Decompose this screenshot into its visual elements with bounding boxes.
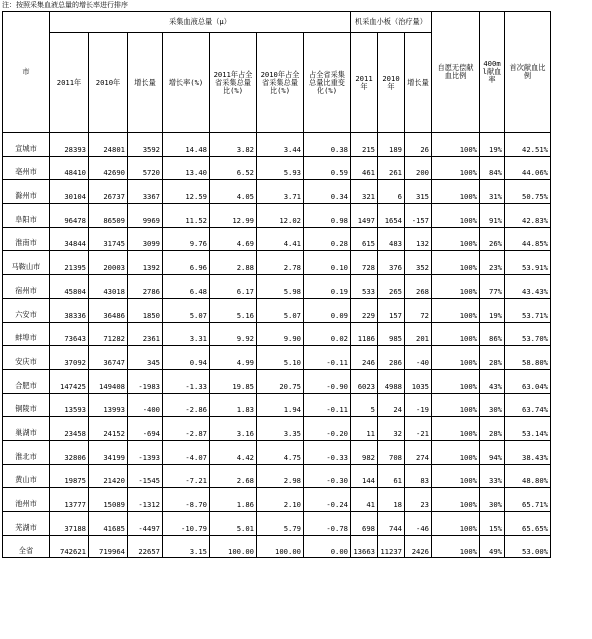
cell-s2011: 4.42 (210, 440, 257, 464)
cell-rate: 3.31 (163, 322, 210, 346)
cell-ft: 63.74% (505, 393, 551, 417)
cell-city: 全省 (3, 535, 50, 557)
table-row (3, 322, 551, 346)
cell-rate: -7.21 (163, 464, 210, 488)
cell-s2011: 5.01 (210, 512, 257, 536)
header-voluntary: 自愿无偿献血比例 (432, 12, 480, 133)
cell-s2011: 100.00 (210, 535, 257, 557)
cell-s2010: 5.10 (257, 346, 304, 370)
cell-m2011: 982 (351, 440, 378, 464)
cell-vol: 100% (432, 298, 480, 322)
cell-mg: 1035 (405, 369, 432, 393)
cell-vol: 100% (432, 156, 480, 180)
cell-v2010: 149408 (89, 369, 128, 393)
cell-ft: 44.06% (505, 156, 551, 180)
cell-s2011: 6.17 (210, 275, 257, 299)
table-note: 注：按照采集血液总量的增长率进行排序 (2, 1, 128, 9)
cell-s2011: 5.16 (210, 298, 257, 322)
cell-ft: 53.00% (505, 535, 551, 557)
table-row (3, 180, 551, 204)
cell-s2010: 5.79 (257, 512, 304, 536)
cell-ml: 84% (480, 156, 505, 180)
cell-v2010: 31745 (89, 227, 128, 251)
cell-ml: 19% (480, 298, 505, 322)
cell-m2010: 189 (378, 133, 405, 157)
cell-ml: 28% (480, 346, 505, 370)
header-share-2010: 2010年占全省采集总量比(%) (257, 33, 304, 133)
cell-v2011: 30104 (50, 180, 89, 204)
cell-ft: 38.43% (505, 440, 551, 464)
cell-mg: -19 (405, 393, 432, 417)
table-row (3, 369, 551, 393)
cell-m2011: 615 (351, 227, 378, 251)
cell-m2010: 744 (378, 512, 405, 536)
cell-ft: 43.43% (505, 275, 551, 299)
table-row (3, 156, 551, 180)
cell-m2011: 144 (351, 464, 378, 488)
cell-v2011: 147425 (50, 369, 89, 393)
cell-ml: 86% (480, 322, 505, 346)
cell-sch: -0.78 (304, 512, 351, 536)
cell-sch: -0.30 (304, 464, 351, 488)
cell-v2011: 37092 (50, 346, 89, 370)
table-row (3, 464, 551, 488)
cell-growth: 1850 (128, 298, 163, 322)
header-2010: 2010年 (89, 33, 128, 133)
table-row (3, 393, 551, 417)
header-machine-2010: 2010年 (378, 33, 405, 133)
cell-v2011: 32806 (50, 440, 89, 464)
cell-m2010: 483 (378, 227, 405, 251)
cell-city: 滁州市 (3, 180, 50, 204)
cell-mg: 268 (405, 275, 432, 299)
cell-v2011: 13593 (50, 393, 89, 417)
cell-v2011: 37188 (50, 512, 89, 536)
cell-mg: 23 (405, 488, 432, 512)
cell-vol: 100% (432, 417, 480, 441)
cell-rate: -1.33 (163, 369, 210, 393)
cell-m2011: 6023 (351, 369, 378, 393)
table-total-row (3, 535, 551, 557)
cell-growth: 3592 (128, 133, 163, 157)
cell-m2011: 246 (351, 346, 378, 370)
cell-s2011: 6.52 (210, 156, 257, 180)
cell-mg: -21 (405, 417, 432, 441)
cell-m2010: 985 (378, 322, 405, 346)
table-row (3, 298, 551, 322)
cell-sch: 0.28 (304, 227, 351, 251)
cell-vol: 100% (432, 535, 480, 557)
cell-m2011: 698 (351, 512, 378, 536)
cell-ft: 53.70% (505, 322, 551, 346)
header-2011: 2011年 (50, 33, 89, 133)
cell-sch: 0.98 (304, 204, 351, 228)
cell-ft: 53.71% (505, 298, 551, 322)
cell-growth: -694 (128, 417, 163, 441)
cell-mg: -157 (405, 204, 432, 228)
header-share-change: 占全省采集总量比重变化(%) (304, 33, 351, 133)
cell-sch: 0.19 (304, 275, 351, 299)
cell-s2010: 5.98 (257, 275, 304, 299)
cell-ml: 26% (480, 227, 505, 251)
cell-vol: 100% (432, 204, 480, 228)
cell-v2011: 19875 (50, 464, 89, 488)
header-first-time: 首次献血比例 (505, 12, 551, 133)
cell-ml: 23% (480, 251, 505, 275)
cell-ml: 28% (480, 417, 505, 441)
cell-s2010: 4.41 (257, 227, 304, 251)
cell-rate: -2.87 (163, 417, 210, 441)
cell-m2010: 4988 (378, 369, 405, 393)
cell-v2010: 24152 (89, 417, 128, 441)
cell-ft: 42.83% (505, 204, 551, 228)
cell-m2011: 13663 (351, 535, 378, 557)
cell-city: 宿州市 (3, 275, 50, 299)
cell-rate: -4.07 (163, 440, 210, 464)
cell-m2010: 32 (378, 417, 405, 441)
cell-growth: 2786 (128, 275, 163, 299)
cell-s2010: 1.94 (257, 393, 304, 417)
cell-v2010: 71282 (89, 322, 128, 346)
blood-collection-table (2, 11, 551, 558)
cell-sch: 0.34 (304, 180, 351, 204)
cell-vol: 100% (432, 369, 480, 393)
cell-mg: 26 (405, 133, 432, 157)
cell-sch: 0.38 (304, 133, 351, 157)
cell-city: 巢湖市 (3, 417, 50, 441)
cell-m2011: 41 (351, 488, 378, 512)
cell-ft: 58.80% (505, 346, 551, 370)
cell-growth: 2361 (128, 322, 163, 346)
cell-ml: 30% (480, 488, 505, 512)
cell-city: 黄山市 (3, 464, 50, 488)
cell-v2011: 96478 (50, 204, 89, 228)
cell-s2010: 2.78 (257, 251, 304, 275)
cell-growth: 3367 (128, 180, 163, 204)
cell-growth: -400 (128, 393, 163, 417)
cell-ml: 31% (480, 180, 505, 204)
cell-v2010: 21420 (89, 464, 128, 488)
cell-mg: 132 (405, 227, 432, 251)
cell-m2011: 321 (351, 180, 378, 204)
cell-s2011: 9.92 (210, 322, 257, 346)
cell-v2010: 36486 (89, 298, 128, 322)
cell-city: 马鞍山市 (3, 251, 50, 275)
cell-rate: 9.76 (163, 227, 210, 251)
cell-v2010: 20003 (89, 251, 128, 275)
cell-m2011: 1497 (351, 204, 378, 228)
cell-vol: 100% (432, 464, 480, 488)
cell-s2010: 2.10 (257, 488, 304, 512)
cell-ft: 44.85% (505, 227, 551, 251)
header-growth: 增长量 (128, 33, 163, 133)
cell-sch: 0.00 (304, 535, 351, 557)
cell-s2011: 19.85 (210, 369, 257, 393)
cell-rate: -8.70 (163, 488, 210, 512)
cell-sch: 0.02 (304, 322, 351, 346)
cell-vol: 100% (432, 488, 480, 512)
cell-s2011: 12.99 (210, 204, 257, 228)
cell-rate: 5.07 (163, 298, 210, 322)
cell-city: 阜阳市 (3, 204, 50, 228)
cell-ml: 91% (480, 204, 505, 228)
cell-rate: 6.96 (163, 251, 210, 275)
cell-s2010: 20.75 (257, 369, 304, 393)
cell-v2011: 21395 (50, 251, 89, 275)
cell-city: 蚌埠市 (3, 322, 50, 346)
header-machine-2011: 2011年 (351, 33, 378, 133)
cell-s2010: 100.00 (257, 535, 304, 557)
cell-v2011: 23458 (50, 417, 89, 441)
cell-growth: 345 (128, 346, 163, 370)
cell-m2010: 265 (378, 275, 405, 299)
cell-vol: 100% (432, 251, 480, 275)
cell-s2010: 3.35 (257, 417, 304, 441)
cell-sch: -0.11 (304, 393, 351, 417)
cell-rate: 3.15 (163, 535, 210, 557)
header-machine-growth: 增长量 (405, 33, 432, 133)
cell-vol: 100% (432, 512, 480, 536)
cell-s2011: 3.16 (210, 417, 257, 441)
table-row (3, 440, 551, 464)
cell-m2010: 61 (378, 464, 405, 488)
cell-mg: 83 (405, 464, 432, 488)
cell-rate: 14.48 (163, 133, 210, 157)
cell-sch: 0.10 (304, 251, 351, 275)
cell-m2011: 11 (351, 417, 378, 441)
cell-vol: 100% (432, 180, 480, 204)
table-row (3, 251, 551, 275)
cell-city: 宣城市 (3, 133, 50, 157)
cell-v2010: 43018 (89, 275, 128, 299)
cell-city: 六安市 (3, 298, 50, 322)
cell-m2011: 461 (351, 156, 378, 180)
cell-growth: -4497 (128, 512, 163, 536)
cell-vol: 100% (432, 227, 480, 251)
cell-mg: -46 (405, 512, 432, 536)
cell-vol: 100% (432, 346, 480, 370)
cell-v2010: 719964 (89, 535, 128, 557)
cell-mg: 352 (405, 251, 432, 275)
cell-v2011: 45804 (50, 275, 89, 299)
cell-m2011: 533 (351, 275, 378, 299)
table-row (3, 346, 551, 370)
cell-v2011: 28393 (50, 133, 89, 157)
cell-vol: 100% (432, 440, 480, 464)
cell-v2011: 73643 (50, 322, 89, 346)
cell-mg: 315 (405, 180, 432, 204)
cell-growth: -1393 (128, 440, 163, 464)
cell-m2010: 11237 (378, 535, 405, 557)
cell-v2010: 24801 (89, 133, 128, 157)
cell-sch: -0.11 (304, 346, 351, 370)
cell-rate: 12.59 (163, 180, 210, 204)
cell-rate: 6.48 (163, 275, 210, 299)
cell-mg: 72 (405, 298, 432, 322)
cell-v2011: 48410 (50, 156, 89, 180)
cell-v2010: 42690 (89, 156, 128, 180)
cell-s2010: 3.44 (257, 133, 304, 157)
cell-s2011: 1.86 (210, 488, 257, 512)
cell-s2010: 5.07 (257, 298, 304, 322)
cell-ml: 19% (480, 133, 505, 157)
cell-v2010: 86509 (89, 204, 128, 228)
cell-city: 池州市 (3, 488, 50, 512)
cell-growth: -1312 (128, 488, 163, 512)
header-growth-rate: 增长率(%) (163, 33, 210, 133)
cell-m2011: 728 (351, 251, 378, 275)
cell-s2010: 9.90 (257, 322, 304, 346)
table-row (3, 227, 551, 251)
cell-v2011: 13777 (50, 488, 89, 512)
cell-v2011: 38336 (50, 298, 89, 322)
cell-ft: 65.65% (505, 512, 551, 536)
header-share-2011: 2011年占全省采集总量比(%) (210, 33, 257, 133)
cell-growth: 9969 (128, 204, 163, 228)
cell-sch: 0.59 (304, 156, 351, 180)
cell-s2011: 2.88 (210, 251, 257, 275)
header-city: 市 (3, 12, 50, 133)
cell-growth: 22657 (128, 535, 163, 557)
cell-ft: 53.91% (505, 251, 551, 275)
cell-city: 芜湖市 (3, 512, 50, 536)
cell-ml: 33% (480, 464, 505, 488)
cell-m2010: 24 (378, 393, 405, 417)
cell-m2011: 215 (351, 133, 378, 157)
table-row (3, 417, 551, 441)
cell-s2010: 3.71 (257, 180, 304, 204)
table-row (3, 275, 551, 299)
cell-ml: 77% (480, 275, 505, 299)
cell-sch: 0.09 (304, 298, 351, 322)
cell-mg: 2426 (405, 535, 432, 557)
cell-m2010: 376 (378, 251, 405, 275)
cell-v2010: 13993 (89, 393, 128, 417)
cell-vol: 100% (432, 275, 480, 299)
cell-m2010: 157 (378, 298, 405, 322)
table-row (3, 488, 551, 512)
cell-growth: 3099 (128, 227, 163, 251)
cell-m2011: 229 (351, 298, 378, 322)
cell-v2010: 34199 (89, 440, 128, 464)
cell-v2010: 26737 (89, 180, 128, 204)
cell-v2010: 15089 (89, 488, 128, 512)
cell-s2010: 2.98 (257, 464, 304, 488)
cell-v2010: 36747 (89, 346, 128, 370)
cell-vol: 100% (432, 393, 480, 417)
cell-ml: 30% (480, 393, 505, 417)
cell-city: 淮北市 (3, 440, 50, 464)
cell-city: 铜陵市 (3, 393, 50, 417)
cell-rate: -10.79 (163, 512, 210, 536)
cell-city: 合肥市 (3, 369, 50, 393)
cell-ml: 43% (480, 369, 505, 393)
cell-city: 淮南市 (3, 227, 50, 251)
cell-ml: 94% (480, 440, 505, 464)
cell-m2010: 6 (378, 180, 405, 204)
cell-ft: 48.80% (505, 464, 551, 488)
cell-s2011: 4.99 (210, 346, 257, 370)
table-body (3, 133, 551, 558)
cell-mg: 274 (405, 440, 432, 464)
cell-sch: -0.90 (304, 369, 351, 393)
cell-s2011: 4.69 (210, 227, 257, 251)
cell-growth: -1545 (128, 464, 163, 488)
cell-s2011: 3.82 (210, 133, 257, 157)
cell-s2011: 2.68 (210, 464, 257, 488)
cell-ft: 63.04% (505, 369, 551, 393)
cell-m2010: 18 (378, 488, 405, 512)
cell-v2011: 742621 (50, 535, 89, 557)
cell-growth: 1392 (128, 251, 163, 275)
cell-vol: 100% (432, 322, 480, 346)
cell-city: 亳州市 (3, 156, 50, 180)
cell-sch: -0.33 (304, 440, 351, 464)
cell-growth: -1983 (128, 369, 163, 393)
cell-sch: -0.24 (304, 488, 351, 512)
header-group-machine: 机采血小板（治疗量） (351, 12, 432, 33)
cell-v2010: 41685 (89, 512, 128, 536)
cell-ft: 65.71% (505, 488, 551, 512)
cell-city: 安庆市 (3, 346, 50, 370)
cell-v2011: 34844 (50, 227, 89, 251)
table-row (3, 204, 551, 228)
header-group-volume: 采集血液总量（μ） (50, 12, 351, 33)
cell-mg: -40 (405, 346, 432, 370)
cell-ft: 42.51% (505, 133, 551, 157)
table-row (3, 512, 551, 536)
cell-m2010: 708 (378, 440, 405, 464)
cell-m2010: 1654 (378, 204, 405, 228)
cell-mg: 200 (405, 156, 432, 180)
cell-sch: -0.20 (304, 417, 351, 441)
cell-ft: 50.75% (505, 180, 551, 204)
cell-m2010: 286 (378, 346, 405, 370)
cell-s2010: 5.93 (257, 156, 304, 180)
cell-vol: 100% (432, 133, 480, 157)
cell-rate: 13.40 (163, 156, 210, 180)
cell-ml: 49% (480, 535, 505, 557)
cell-ml: 15% (480, 512, 505, 536)
cell-s2010: 4.75 (257, 440, 304, 464)
cell-rate: 0.94 (163, 346, 210, 370)
cell-growth: 5720 (128, 156, 163, 180)
cell-rate: -2.86 (163, 393, 210, 417)
cell-mg: 201 (405, 322, 432, 346)
cell-m2010: 261 (378, 156, 405, 180)
header-400ml: 400ml献血率 (480, 12, 505, 133)
cell-s2010: 12.02 (257, 204, 304, 228)
cell-m2011: 5 (351, 393, 378, 417)
cell-rate: 11.52 (163, 204, 210, 228)
cell-ft: 53.14% (505, 417, 551, 441)
cell-m2011: 1186 (351, 322, 378, 346)
cell-s2011: 1.83 (210, 393, 257, 417)
cell-s2011: 4.05 (210, 180, 257, 204)
table-row (3, 133, 551, 157)
